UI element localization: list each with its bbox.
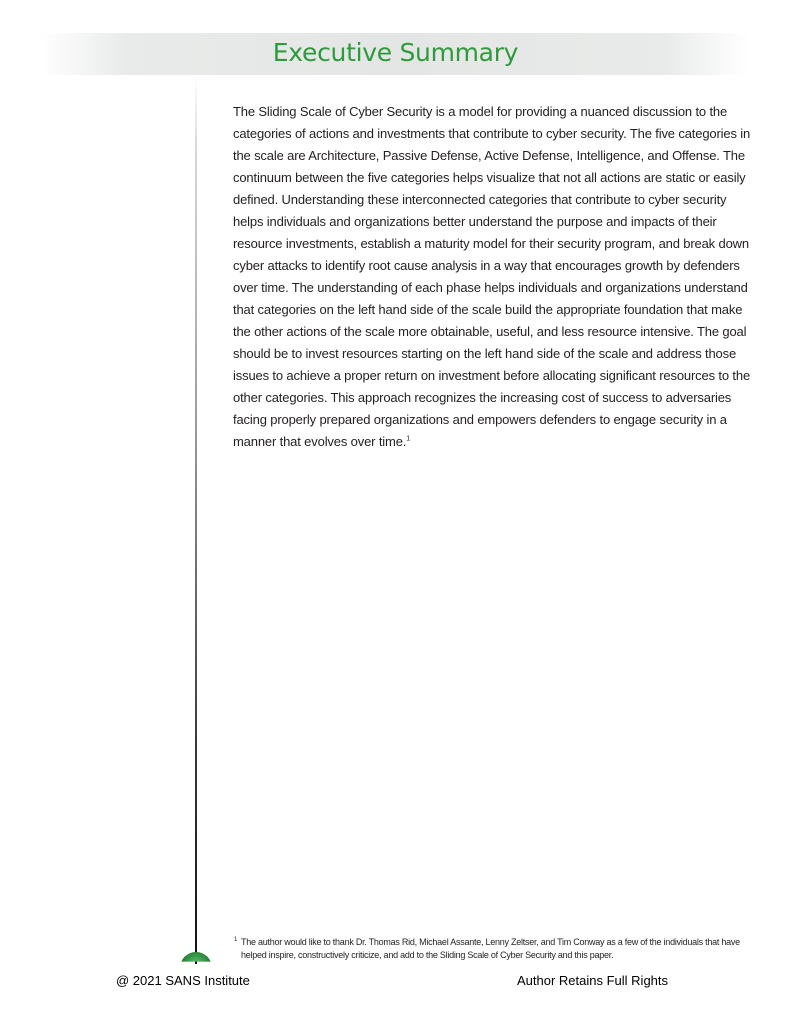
- page-title: Executive Summary: [272, 38, 519, 67]
- footer-rights: Author Retains Full Rights: [517, 973, 669, 988]
- footnote-marker: 1: [234, 937, 238, 943]
- footnote-text: The author would like to thank Dr. Thomas Rid, Michael Assante, Lenny Zeltser, and Tim Conway as a few of the individuals that have helped inspire, constructively criticize, and add to the Sliding Scale of Cyber Security and this paper.: [241, 937, 740, 960]
- side-rule-divider: [195, 76, 197, 964]
- footnote-reference[interactable]: 1: [406, 435, 410, 443]
- body-paragraph-text: The Sliding Scale of Cyber Security is a model for providing a nuanced discussion to the categories of actions and investments that contribute to cyber security. The five categories in the scale are Architecture, Passive Defense, Active Defense, Intelligence, and Offense. The continuum between the five categories helps visualize that not all actions are static or easily defined. Understanding these interconnected categories that contribute to cyber security helps individuals and organizations better understand the purpose and impacts of their resource investments, establish a maturity model for their security program, and break down cyber attacks to identify root cause analysis in a way that encourages growth by defenders over time. The understanding of each phase helps individuals and organizations understand that categories on the left hand side of the scale build the appropriate foundation that make the other actions of the scale more obtainable, useful, and less resource intensive. The goal should be to invest resources starting on the left hand side of the scale and address those issues to achieve a proper return on investment before allocating significant resources to the other categories. This approach recognizes the increasing cost of success to adversaries facing properly prepared organizations and empowers defenders to engage security in a manner that evolves over time.: [233, 104, 751, 449]
- footer-copyright: @ 2021 SANS Institute: [116, 973, 250, 988]
- body-paragraph: [233, 101, 759, 453]
- footnote: [234, 936, 754, 962]
